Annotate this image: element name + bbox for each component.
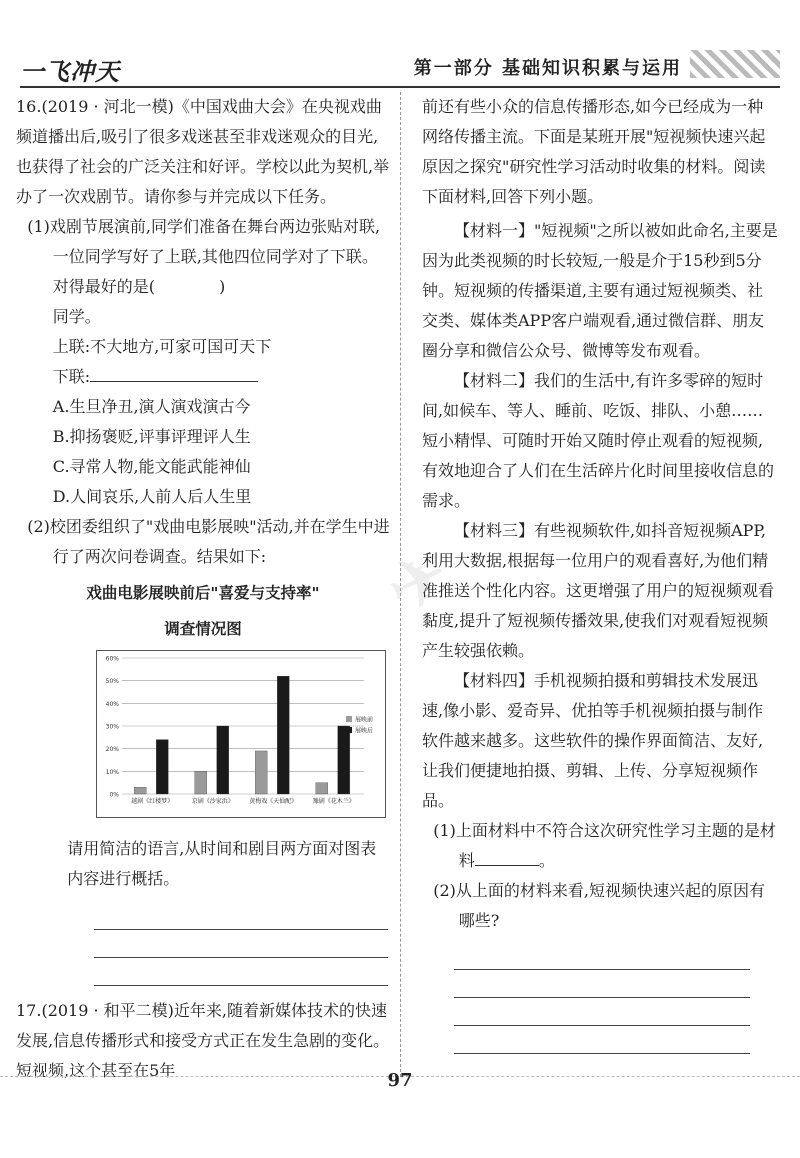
section-title: 第一部分 基础知识积累与运用 bbox=[413, 58, 682, 79]
x-tick-label: 豫剧《花木兰》 bbox=[312, 798, 355, 805]
bar bbox=[217, 726, 229, 794]
legend-label: 展映前 bbox=[355, 716, 374, 724]
y-tick-label: 60% bbox=[105, 655, 119, 663]
x-tick-label: 越剧《红楼梦》 bbox=[131, 798, 174, 805]
chart-title-line2: 调查情况图 bbox=[164, 620, 242, 638]
y-tick-label: 40% bbox=[105, 700, 119, 708]
q16-part1-stem: (1)戏剧节展演前,同学们准备在舞台两边张贴对联,一位同学写好了上联,其他四位同学对了下联。对得最好的是( ) bbox=[27, 217, 381, 296]
header-decoration bbox=[690, 50, 780, 78]
bar bbox=[316, 783, 328, 794]
legend-label: 展映后 bbox=[355, 727, 374, 735]
bar bbox=[338, 726, 350, 794]
material-3: 【材料三】有些视频软件,如抖音短视频APP,利用大数据,根据每一位用户的观看喜好,为他们精准推送个性化内容。这更增强了用户的短视频观看黏度,提升了短视频传播效果,使我们对观看短视频产生较强依赖。 bbox=[422, 521, 775, 660]
upper-couplet: 上联:不大地方,可家可国可天下 bbox=[52, 337, 272, 356]
bar-chart bbox=[96, 650, 386, 818]
q17-intro-right: 前还有些小众的信息传播形态,如今已经成为一种网络传播主流。下面是某班开展"短视频快速兴起原因之探究"研究性学习活动时收集的材料。阅读下面材料,回答下列小题。 bbox=[422, 97, 766, 206]
option-c: C.寻常人物,能文能武能神仙 bbox=[52, 457, 251, 476]
option-a: A.生旦净丑,演人演戏演古今 bbox=[52, 397, 251, 416]
answer-line[interactable] bbox=[454, 970, 750, 998]
chart-title-line1: 戏曲电影展映前后"喜爱与支持率" bbox=[86, 584, 320, 602]
watermark-logo: ✈ bbox=[373, 531, 464, 633]
y-tick-label: 50% bbox=[105, 678, 119, 686]
bar bbox=[134, 787, 146, 794]
left-column bbox=[16, 92, 390, 1086]
q16-part2-stem: (2)校团委组织了"戏曲电影展映"活动,并在学生中进行了两次问卷调查。结果如下: bbox=[27, 517, 390, 566]
y-tick-label: 0% bbox=[109, 791, 119, 799]
q16-intro: 16.(2019 · 河北一模)《中国戏曲大会》在央视戏曲频道播出后,吸引了很多戏迷甚至非戏迷观众的目光,也获得了社会的广泛关注和好评。学校以此为契机,举办了一次戏剧节。请你参与并完成以下任务。 bbox=[16, 97, 390, 206]
y-tick-label: 10% bbox=[105, 768, 119, 776]
page-number: 97 bbox=[387, 1070, 413, 1091]
legend-swatch bbox=[346, 716, 352, 722]
y-tick-label: 20% bbox=[105, 746, 119, 754]
material-2: 【材料二】我们的生活中,有许多零碎的短时间,如候车、等人、睡前、吃饭、排队、小憩……短小精悍、可随时开始又随时停止观看的短视频,有效地迎合了人们在生活碎片化时间里接收信息的需求。 bbox=[422, 371, 775, 510]
answer-line[interactable] bbox=[454, 942, 750, 970]
right-column bbox=[422, 92, 778, 1054]
q16-part1-tail: 同学。 bbox=[52, 307, 101, 326]
brand-logo: 一飞冲天 bbox=[20, 58, 120, 86]
option-d: D.人间哀乐,人前人后人生里 bbox=[52, 487, 252, 506]
legend-swatch bbox=[346, 727, 352, 733]
bar bbox=[255, 751, 267, 794]
y-tick-label: 30% bbox=[105, 723, 119, 731]
bar bbox=[277, 676, 289, 794]
answer-lines-q16 bbox=[94, 902, 388, 986]
answer-lines-q17 bbox=[454, 942, 750, 1054]
material-1: 【材料一】"短视频"之所以被如此命名,主要是因为此类视频的时长较短,一般是介于15秒到5分钟。短视频的传播渠道,主要有通过短视频类、社交类、媒体类APP客户端观看,通过微信群、朋友圈分享和微信公众号、微博等发布观看。 bbox=[422, 221, 778, 360]
answer-line[interactable] bbox=[94, 930, 388, 958]
q16-part2-task: 请用简洁的语言,从时间和剧目两方面对图表内容进行概括。 bbox=[67, 839, 377, 888]
q17-sub1: (1)上面材料中不符合这次研究性学习主题的是材料 。 bbox=[433, 821, 776, 870]
answer-line[interactable] bbox=[94, 958, 388, 986]
answer-line[interactable] bbox=[454, 998, 750, 1026]
bar bbox=[195, 771, 207, 794]
lower-couplet: 下联: bbox=[16, 362, 390, 392]
option-b: B.抑扬褒贬,评事评理评人生 bbox=[52, 427, 251, 446]
q17-intro-left: 17.(2019 · 和平二模)近年来,随着新媒体技术的快速发展,信息传播形式和接受方式正在发生急剧的变化。短视频,这个甚至在5年 bbox=[16, 1001, 390, 1080]
bar bbox=[156, 740, 168, 794]
q17-sub2: (2)从上面的材料来看,短视频快速兴起的原因有哪些? bbox=[433, 881, 765, 930]
answer-line[interactable] bbox=[454, 1026, 750, 1054]
material-4: 【材料四】手机视频拍摄和剪辑技术发展迅速,像小影、爱奇异、优拍等手机视频拍摄与制作软件越来越多。这些软件的操作界面简洁、友好,让我们便捷地拍摄、剪辑、上传、分享短视频作品。 bbox=[422, 671, 764, 810]
answer-line[interactable] bbox=[94, 902, 388, 930]
x-tick-label: 京剧《沙家浜》 bbox=[191, 798, 234, 805]
page-header bbox=[20, 48, 780, 86]
answer-blank[interactable] bbox=[475, 849, 539, 866]
chart-container bbox=[96, 650, 390, 828]
x-tick-label: 黄梅戏《天仙配》 bbox=[249, 798, 298, 805]
header-rule bbox=[20, 86, 780, 88]
